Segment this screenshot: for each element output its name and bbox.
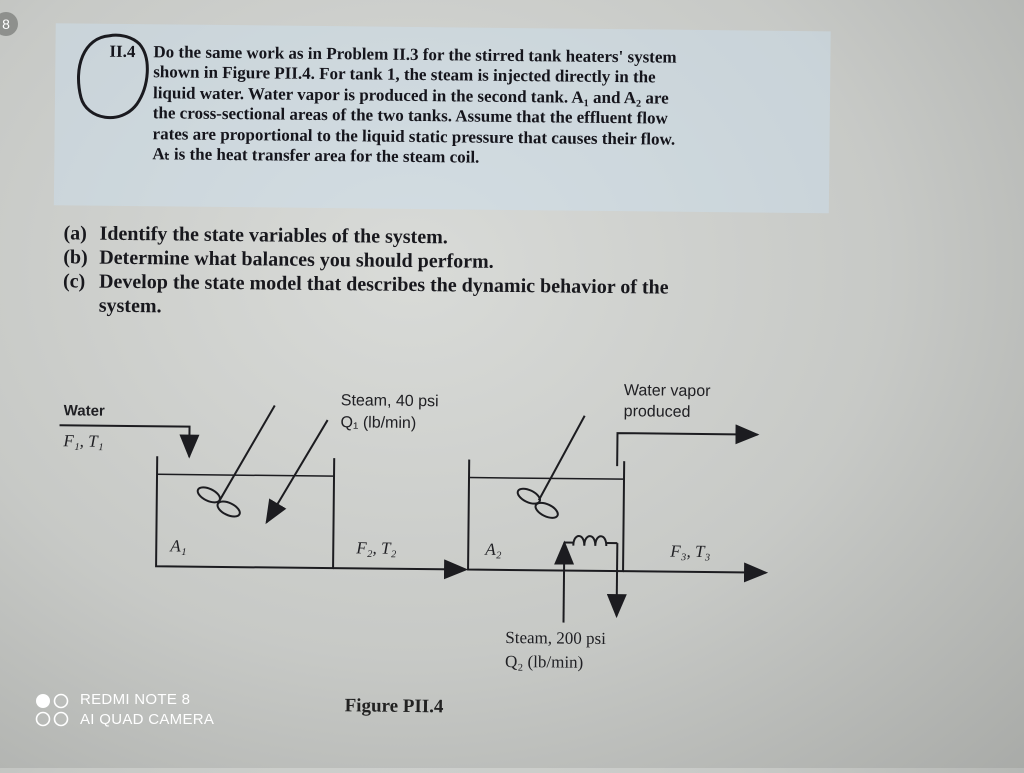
coil-outlet-down [617, 543, 618, 616]
vapor-label: Water vapor [624, 382, 711, 401]
agitator-2-blade [533, 500, 560, 521]
agitator-2-shaft [539, 415, 585, 500]
problem-line: rates are proportional to the liquid static pressure that causes their flow. [152, 124, 817, 151]
camera-watermark [34, 690, 214, 730]
question-text: Determine what balances you should perform. [99, 246, 823, 278]
water-label: Water [64, 402, 105, 419]
watermark-text [80, 690, 214, 730]
watermark-model: REDMI NOTE 8 [80, 690, 214, 710]
coil-inlet [564, 543, 565, 623]
question-list [63, 221, 824, 325]
question-continuation: system. [63, 293, 823, 325]
question-text: Identify the state variables of the system. [99, 222, 823, 254]
question-text: Develop the state model that describes the dynamic behavior of the [99, 270, 823, 302]
flow-2-label: F₂, T₂ [356, 538, 396, 558]
tank-1-area-label: A₁ [170, 536, 187, 556]
problem-line: shown in Figure PII.4. For tank 1, the steam is injected directly in the [153, 63, 818, 90]
tank-1-level [157, 474, 334, 476]
steam-coil [573, 536, 606, 546]
steam-1-flow-label: Q₁ (lb/min) [340, 414, 416, 433]
problem-line: Do the same work as in Problem II.3 for the stirred tank heaters' system [153, 42, 818, 69]
camera-logo-icon [34, 691, 70, 729]
feed-label: F₁, T₁ [63, 431, 103, 451]
tank-2-level [469, 478, 624, 480]
tank-diagram [0, 355, 1024, 666]
problem-line: the cross-sectional areas of the two tanks. Assume that the effluent flow [153, 103, 818, 130]
steam-2-flow-label: Q₂ (lb/min) [505, 652, 583, 673]
question-label: (a) [63, 221, 99, 245]
flow-3-label: F₃, T₃ [670, 542, 710, 562]
flow-3-line [623, 571, 766, 572]
figure-caption: Figure PII.4 [345, 695, 444, 718]
steam-2-label: Steam, 200 psi [505, 628, 606, 649]
agitator-1-blade [215, 498, 242, 519]
problem-statement [152, 42, 818, 171]
steam-1-line [267, 419, 328, 523]
problem-line: Aₜ is the heat transfer area for the steam coil. [152, 144, 817, 171]
agitator-1-shaft [219, 405, 275, 503]
tank-2-area-label: A₂ [485, 540, 502, 560]
corner-badge: 8 [0, 12, 18, 36]
question-label: (c) [63, 269, 99, 293]
vapor-line [617, 433, 757, 467]
problem-line: liquid water. Water vapor is produced in the second tank. A₁ and A₂ are [153, 83, 818, 110]
vapor-produced-label: produced [624, 403, 691, 422]
flow-2-line [333, 568, 466, 569]
steam-1-label: Steam, 40 psi [341, 392, 439, 411]
problem-number: II.4 [109, 42, 135, 62]
watermark-camera: AI QUAD CAMERA [80, 710, 214, 730]
question-label: (b) [63, 245, 99, 269]
